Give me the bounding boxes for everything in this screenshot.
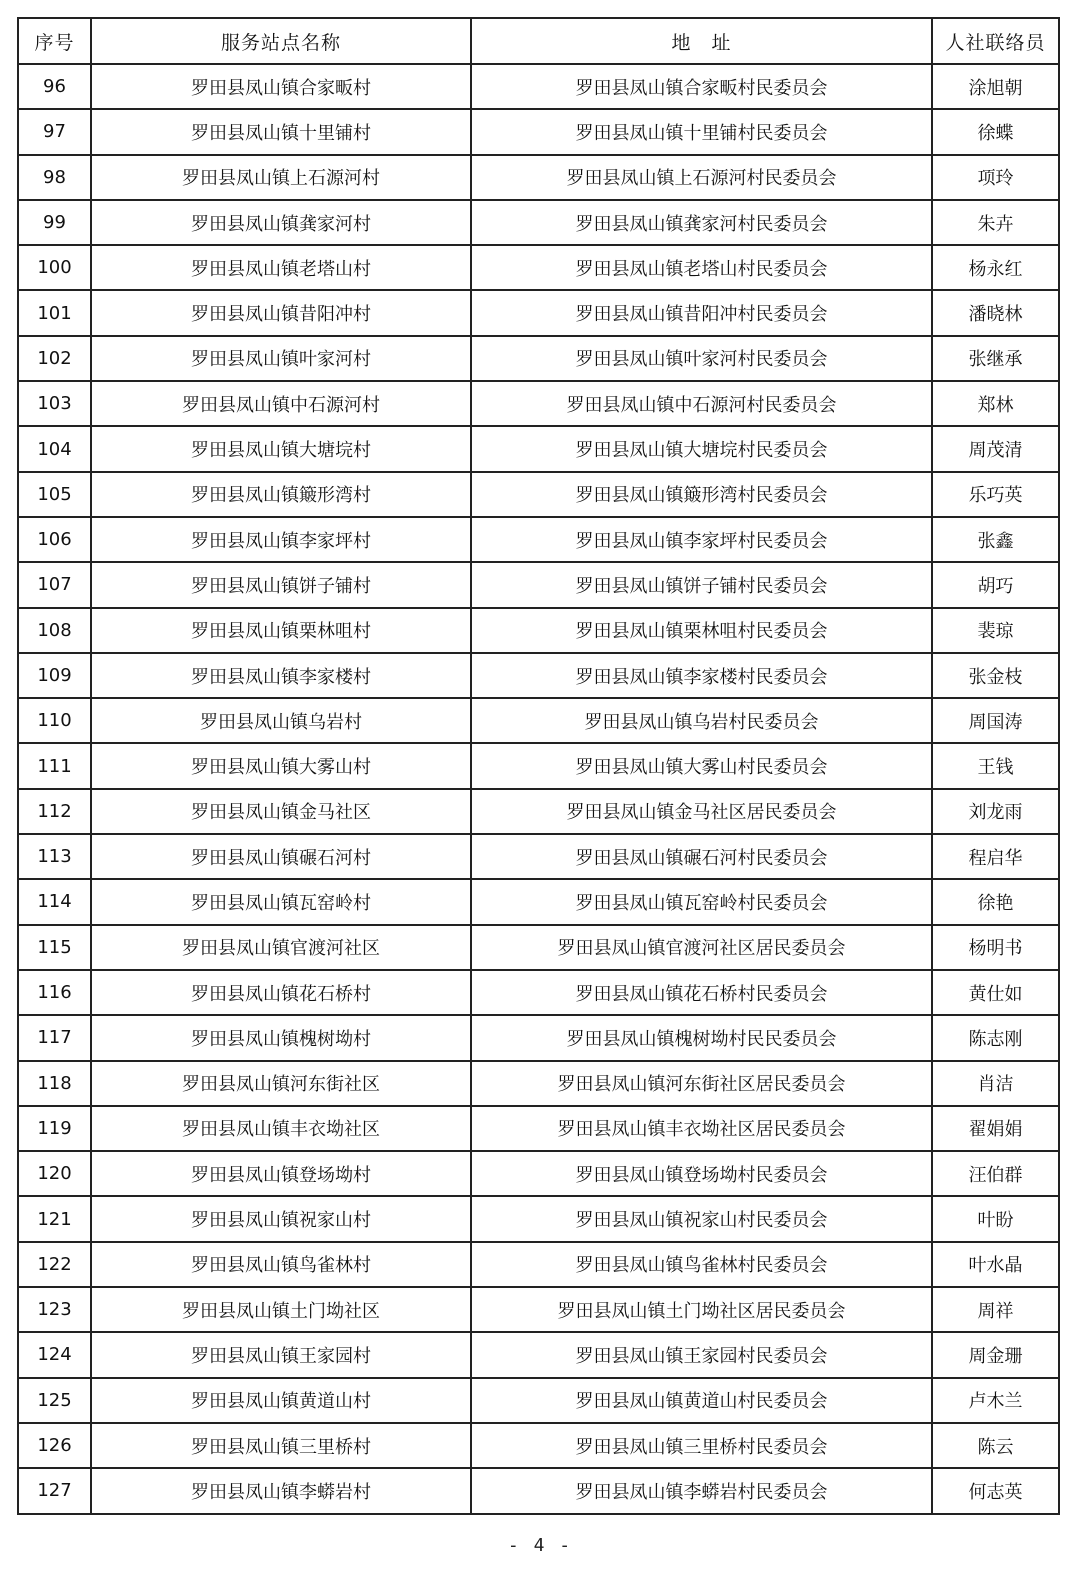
cell-station-name: 罗田县凤山镇花石桥村 <box>91 970 471 1015</box>
cell-contact: 王钱 <box>932 743 1059 788</box>
cell-index: 119 <box>18 1106 91 1151</box>
cell-address: 罗田县凤山镇中石源河村民委员会 <box>471 381 932 426</box>
cell-index: 122 <box>18 1242 91 1287</box>
cell-index: 100 <box>18 245 91 290</box>
cell-station-name: 罗田县凤山镇乌岩村 <box>91 698 471 743</box>
table-row <box>18 1332 1059 1377</box>
cell-address: 罗田县凤山镇乌岩村民委员会 <box>471 698 932 743</box>
cell-station-name: 罗田县凤山镇李家坪村 <box>91 517 471 562</box>
cell-contact: 周国涛 <box>932 698 1059 743</box>
header-contact: 人社联络员 <box>932 18 1059 64</box>
cell-address: 罗田县凤山镇瓦窑岭村民委员会 <box>471 879 932 924</box>
cell-station-name: 罗田县凤山镇瓦窑岭村 <box>91 879 471 924</box>
cell-address: 罗田县凤山镇黄道山村民委员会 <box>471 1378 932 1423</box>
cell-contact: 杨永红 <box>932 245 1059 290</box>
cell-index: 105 <box>18 472 91 517</box>
cell-station-name: 罗田县凤山镇大塘垸村 <box>91 426 471 471</box>
cell-index: 98 <box>18 155 91 200</box>
cell-index: 121 <box>18 1196 91 1241</box>
cell-station-name: 罗田县凤山镇簸形湾村 <box>91 472 471 517</box>
cell-address: 罗田县凤山镇碾石河村民委员会 <box>471 834 932 879</box>
cell-station-name: 罗田县凤山镇王家园村 <box>91 1332 471 1377</box>
table-row <box>18 1106 1059 1151</box>
cell-index: 109 <box>18 653 91 698</box>
cell-contact: 项玲 <box>932 155 1059 200</box>
cell-contact: 乐巧英 <box>932 472 1059 517</box>
table-row <box>18 1196 1059 1241</box>
header-address: 地 址 <box>471 18 932 64</box>
cell-contact: 叶盼 <box>932 1196 1059 1241</box>
cell-index: 115 <box>18 925 91 970</box>
cell-contact: 徐艳 <box>932 879 1059 924</box>
cell-index: 102 <box>18 336 91 381</box>
table-row <box>18 1242 1059 1287</box>
table-row <box>18 970 1059 1015</box>
cell-index: 107 <box>18 562 91 607</box>
cell-station-name: 罗田县凤山镇十里铺村 <box>91 109 471 154</box>
table-row <box>18 562 1059 607</box>
cell-station-name: 罗田县凤山镇碾石河村 <box>91 834 471 879</box>
table-row <box>18 1061 1059 1106</box>
cell-contact: 翟娟娟 <box>932 1106 1059 1151</box>
cell-station-name: 罗田县凤山镇黄道山村 <box>91 1378 471 1423</box>
table-row <box>18 109 1059 154</box>
cell-station-name: 罗田县凤山镇上石源河村 <box>91 155 471 200</box>
cell-index: 99 <box>18 200 91 245</box>
table-row <box>18 1151 1059 1196</box>
cell-index: 111 <box>18 743 91 788</box>
table-row <box>18 879 1059 924</box>
cell-station-name: 罗田县凤山镇登场坳村 <box>91 1151 471 1196</box>
cell-address: 罗田县凤山镇龚家河村民委员会 <box>471 200 932 245</box>
cell-contact: 潘晓林 <box>932 290 1059 335</box>
cell-contact: 陈志刚 <box>932 1015 1059 1060</box>
cell-index: 110 <box>18 698 91 743</box>
cell-index: 116 <box>18 970 91 1015</box>
cell-address: 罗田县凤山镇合家畈村民委员会 <box>471 64 932 109</box>
cell-address: 罗田县凤山镇花石桥村民委员会 <box>471 970 932 1015</box>
table-row <box>18 608 1059 653</box>
table-row <box>18 1015 1059 1060</box>
table-row <box>18 834 1059 879</box>
table-row <box>18 290 1059 335</box>
table-row <box>18 1378 1059 1423</box>
cell-contact: 张继承 <box>932 336 1059 381</box>
cell-index: 106 <box>18 517 91 562</box>
cell-address: 罗田县凤山镇三里桥村民委员会 <box>471 1423 932 1468</box>
cell-contact: 叶水晶 <box>932 1242 1059 1287</box>
cell-contact: 汪伯群 <box>932 1151 1059 1196</box>
cell-station-name: 罗田县凤山镇官渡河社区 <box>91 925 471 970</box>
cell-contact: 陈云 <box>932 1423 1059 1468</box>
cell-contact: 朱卉 <box>932 200 1059 245</box>
cell-station-name: 罗田县凤山镇河东街社区 <box>91 1061 471 1106</box>
cell-index: 124 <box>18 1332 91 1377</box>
cell-contact: 周金珊 <box>932 1332 1059 1377</box>
cell-address: 罗田县凤山镇李家楼村民委员会 <box>471 653 932 698</box>
table-row <box>18 517 1059 562</box>
cell-address: 罗田县凤山镇饼子铺村民委员会 <box>471 562 932 607</box>
table-body <box>18 64 1059 1514</box>
table-row <box>18 472 1059 517</box>
cell-index: 127 <box>18 1468 91 1513</box>
table-row <box>18 245 1059 290</box>
cell-address: 罗田县凤山镇老塔山村民委员会 <box>471 245 932 290</box>
cell-index: 120 <box>18 1151 91 1196</box>
cell-station-name: 罗田县凤山镇三里桥村 <box>91 1423 471 1468</box>
cell-contact: 程启华 <box>932 834 1059 879</box>
cell-index: 113 <box>18 834 91 879</box>
table-row <box>18 698 1059 743</box>
cell-index: 101 <box>18 290 91 335</box>
cell-station-name: 罗田县凤山镇鸟雀林村 <box>91 1242 471 1287</box>
cell-address: 罗田县凤山镇金马社区居民委员会 <box>471 789 932 834</box>
cell-address: 罗田县凤山镇祝家山村民委员会 <box>471 1196 932 1241</box>
cell-contact: 肖洁 <box>932 1061 1059 1106</box>
cell-address: 罗田县凤山镇昔阳冲村民委员会 <box>471 290 932 335</box>
table-row <box>18 1468 1059 1513</box>
cell-address: 罗田县凤山镇土门坳社区居民委员会 <box>471 1287 932 1332</box>
cell-index: 108 <box>18 608 91 653</box>
table-header-row <box>18 18 1059 64</box>
cell-station-name: 罗田县凤山镇饼子铺村 <box>91 562 471 607</box>
cell-address: 罗田县凤山镇上石源河村民委员会 <box>471 155 932 200</box>
cell-contact: 裴琼 <box>932 608 1059 653</box>
cell-contact: 卢木兰 <box>932 1378 1059 1423</box>
table-row <box>18 1287 1059 1332</box>
table-row <box>18 336 1059 381</box>
cell-contact: 刘龙雨 <box>932 789 1059 834</box>
table-row <box>18 200 1059 245</box>
cell-contact: 涂旭朝 <box>932 64 1059 109</box>
cell-address: 罗田县凤山镇官渡河社区居民委员会 <box>471 925 932 970</box>
table-row <box>18 1423 1059 1468</box>
cell-index: 104 <box>18 426 91 471</box>
page-number: - 4 - <box>507 1535 573 1556</box>
cell-station-name: 罗田县凤山镇祝家山村 <box>91 1196 471 1241</box>
cell-address: 罗田县凤山镇李蟒岩村民委员会 <box>471 1468 932 1513</box>
cell-address: 罗田县凤山镇登场坳村民委员会 <box>471 1151 932 1196</box>
cell-station-name: 罗田县凤山镇昔阳冲村 <box>91 290 471 335</box>
table-row <box>18 155 1059 200</box>
cell-index: 125 <box>18 1378 91 1423</box>
cell-index: 97 <box>18 109 91 154</box>
table-row <box>18 426 1059 471</box>
cell-station-name: 罗田县凤山镇老塔山村 <box>91 245 471 290</box>
service-station-table <box>17 17 1060 1515</box>
cell-index: 96 <box>18 64 91 109</box>
cell-index: 118 <box>18 1061 91 1106</box>
cell-contact: 郑林 <box>932 381 1059 426</box>
cell-address: 罗田县凤山镇栗林咀村民委员会 <box>471 608 932 653</box>
cell-address: 罗田县凤山镇槐树坳村民民委员会 <box>471 1015 932 1060</box>
cell-station-name: 罗田县凤山镇叶家河村 <box>91 336 471 381</box>
header-station-name: 服务站点名称 <box>91 18 471 64</box>
cell-station-name: 罗田县凤山镇大雾山村 <box>91 743 471 788</box>
header-index: 序号 <box>18 18 91 64</box>
cell-index: 114 <box>18 879 91 924</box>
cell-address: 罗田县凤山镇簸形湾村民委员会 <box>471 472 932 517</box>
table-row <box>18 743 1059 788</box>
cell-station-name: 罗田县凤山镇李家楼村 <box>91 653 471 698</box>
cell-contact: 黄仕如 <box>932 970 1059 1015</box>
cell-index: 117 <box>18 1015 91 1060</box>
cell-address: 罗田县凤山镇丰衣坳社区居民委员会 <box>471 1106 932 1151</box>
cell-contact: 何志英 <box>932 1468 1059 1513</box>
cell-contact: 徐蝶 <box>932 109 1059 154</box>
cell-address: 罗田县凤山镇叶家河村民委员会 <box>471 336 932 381</box>
cell-contact: 张金枝 <box>932 653 1059 698</box>
cell-station-name: 罗田县凤山镇丰衣坳社区 <box>91 1106 471 1151</box>
cell-contact: 杨明书 <box>932 925 1059 970</box>
cell-station-name: 罗田县凤山镇李蟒岩村 <box>91 1468 471 1513</box>
cell-address: 罗田县凤山镇李家坪村民委员会 <box>471 517 932 562</box>
table-row <box>18 653 1059 698</box>
cell-station-name: 罗田县凤山镇金马社区 <box>91 789 471 834</box>
cell-address: 罗田县凤山镇王家园村民委员会 <box>471 1332 932 1377</box>
cell-index: 126 <box>18 1423 91 1468</box>
cell-station-name: 罗田县凤山镇龚家河村 <box>91 200 471 245</box>
cell-address: 罗田县凤山镇大雾山村民委员会 <box>471 743 932 788</box>
cell-contact: 张鑫 <box>932 517 1059 562</box>
cell-contact: 胡巧 <box>932 562 1059 607</box>
cell-index: 103 <box>18 381 91 426</box>
table-row <box>18 789 1059 834</box>
cell-address: 罗田县凤山镇鸟雀林村民委员会 <box>471 1242 932 1287</box>
cell-station-name: 罗田县凤山镇栗林咀村 <box>91 608 471 653</box>
cell-address: 罗田县凤山镇河东街社区居民委员会 <box>471 1061 932 1106</box>
cell-station-name: 罗田县凤山镇土门坳社区 <box>91 1287 471 1332</box>
cell-contact: 周茂清 <box>932 426 1059 471</box>
cell-address: 罗田县凤山镇大塘垸村民委员会 <box>471 426 932 471</box>
table-row <box>18 381 1059 426</box>
cell-contact: 周祥 <box>932 1287 1059 1332</box>
table-row <box>18 925 1059 970</box>
cell-station-name: 罗田县凤山镇合家畈村 <box>91 64 471 109</box>
cell-station-name: 罗田县凤山镇槐树坳村 <box>91 1015 471 1060</box>
cell-station-name: 罗田县凤山镇中石源河村 <box>91 381 471 426</box>
cell-address: 罗田县凤山镇十里铺村民委员会 <box>471 109 932 154</box>
cell-index: 112 <box>18 789 91 834</box>
table-row <box>18 64 1059 109</box>
cell-index: 123 <box>18 1287 91 1332</box>
